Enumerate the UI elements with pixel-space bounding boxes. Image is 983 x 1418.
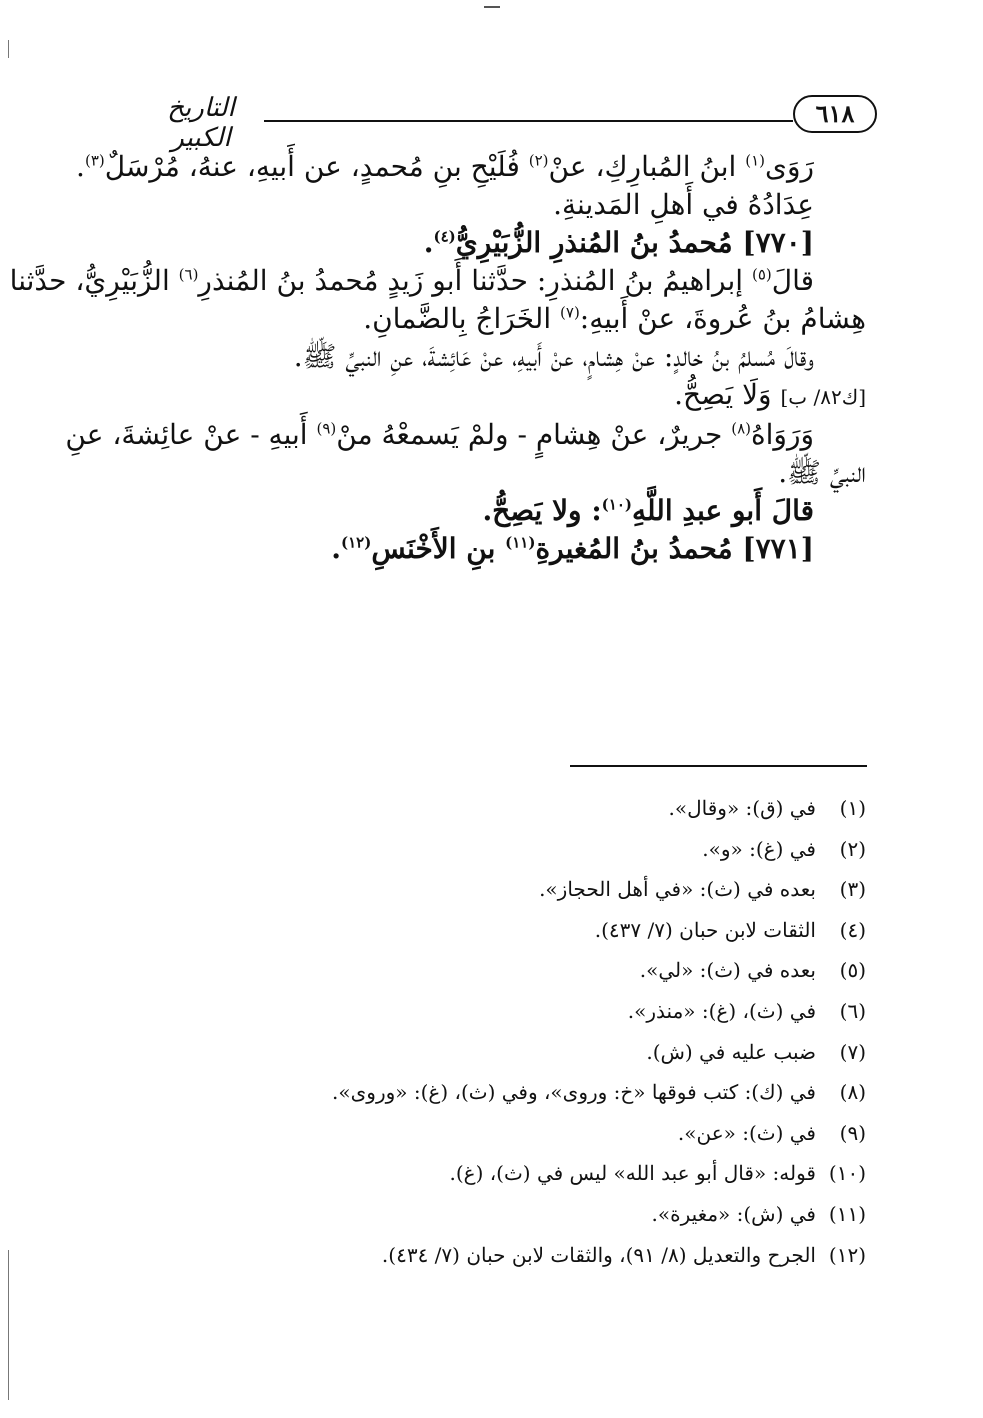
footnote-ref[interactable]: (٣) bbox=[84, 151, 105, 170]
footnote-number: (٣) bbox=[839, 877, 866, 902]
footnote bbox=[300, 950, 866, 991]
footnote-text: بعده في (ث): «لي». bbox=[639, 958, 816, 983]
footnote-number: (١٠) bbox=[828, 1161, 866, 1186]
footnote-number: (١) bbox=[839, 796, 866, 820]
footnote-number: (٤) bbox=[839, 917, 866, 942]
footnote-text: الجرح والتعديل (٨/ ٩١)، والثقات لابن حبان (٧/ ٤٣٤). bbox=[381, 1242, 816, 1267]
footnote bbox=[300, 1194, 866, 1235]
footnote-ref[interactable]: (٥) bbox=[751, 265, 772, 284]
text-line: قالَ أَبو عبدِ اللَّهِ$^{(١٠)}$: ولا يَصِحُّ. bbox=[482, 494, 814, 527]
footnote-ref[interactable]: (١١) bbox=[505, 533, 536, 552]
footnote-text: بعده في (ث): «في أهل الحجاز». bbox=[539, 877, 816, 902]
footnote-number: (١٢) bbox=[828, 1242, 866, 1267]
footnote-number: (١١) bbox=[828, 1201, 866, 1226]
footnote-number: (٦) bbox=[839, 998, 866, 1023]
footnote bbox=[300, 1032, 866, 1073]
manuscript-marker: [ك٨٢/ ب] bbox=[780, 385, 866, 409]
footnote-text: في (ك): كتب فوقها «خ: وروى»، وفي (ث)، (غ): «وروى». bbox=[332, 1080, 816, 1105]
footnote-ref[interactable]: (٤) bbox=[433, 227, 456, 246]
footnote-rule bbox=[570, 765, 867, 767]
footnote-ref[interactable]: (٦) bbox=[178, 265, 199, 284]
footnote-text: في (ث)، (غ): «منذر». bbox=[627, 998, 816, 1023]
footnote bbox=[300, 788, 866, 829]
text-line: رَوَى$^{(١)}$ ابنُ المُبارِكِ، عنْ$^{(٢)}$ فُلَيْحِ بنِ مُحمدٍ، عن أَبيهِ، عنهُ، مُرْسَلٌ$^{(٣)}$. bbox=[76, 150, 814, 183]
page-number: ٦١٨ bbox=[793, 95, 877, 133]
footnote-text: الثقات لابن حبان (٧/ ٤٣٧). bbox=[594, 917, 816, 942]
footnote bbox=[300, 869, 866, 910]
top-mark bbox=[484, 6, 500, 8]
text-line: [ك٨٢/ ب] وَلَا يَصِحُّ. bbox=[674, 378, 866, 411]
footnote-ref[interactable]: (١٢) bbox=[340, 533, 372, 552]
footnote-ref[interactable]: (٢) bbox=[528, 151, 549, 170]
main-text bbox=[9, 148, 866, 568]
footnotes bbox=[300, 788, 866, 1275]
footnote bbox=[300, 1113, 866, 1154]
footnote bbox=[300, 1072, 866, 1113]
footnote-ref[interactable]: (٩) bbox=[316, 419, 337, 438]
footnote-number: (٩) bbox=[839, 1120, 866, 1145]
footnote-number: (٨) bbox=[839, 1080, 866, 1105]
footnote-number: (٢) bbox=[839, 836, 866, 861]
footnote-text: ضبب عليه في (ش). bbox=[646, 1039, 816, 1064]
footnote-ref[interactable]: (١) bbox=[745, 151, 766, 170]
entry-heading-771: [٧٧١] مُحمدُ بنُ المُغيرةِ$^{(١١)}$ بنِ الأَخْنَسِ$^{(١٢)}$. bbox=[331, 532, 814, 565]
entry-heading-770: [٧٧٠] مُحمدُ بنُ المُنذرِ الزُّبَيْرِيُّ$^{(٤)}$. bbox=[423, 226, 814, 259]
footnote-ref[interactable]: (٨) bbox=[731, 419, 751, 438]
footnote bbox=[300, 1235, 866, 1276]
footnote-text: في (ش): «مغيرة». bbox=[651, 1201, 816, 1226]
edge-tick bbox=[8, 1250, 9, 1400]
text-line: عِدَادُهُ في أَهلِ المَدينةِ. bbox=[553, 188, 814, 221]
text-line: قالَ$^{(٥)}$ إبراهيمُ بنُ المُنذرِ: حدَّثنا أَبو زَيدٍ مُحمدُ بنُ المُنذرِ$^{(٦)}$ الزُّبَيْرِيُّ، حدَّثنا bbox=[9, 264, 814, 297]
text-line: النبيِّ ﷺ. bbox=[778, 456, 866, 489]
book-title: التاريخ الكبير bbox=[167, 93, 235, 153]
running-header bbox=[142, 93, 877, 153]
footnote bbox=[300, 991, 866, 1032]
text-line: وَرَوَاهُ$^{(٨)}$ جريرٌ، عنْ هِشامٍ - ولمْ يَسمعْهُ منْ$^{(٩)}$ أَبيهِ - عنْ عائِشةَ، عنِ bbox=[65, 418, 814, 451]
footnote bbox=[300, 829, 866, 870]
footnote-text: قوله: «قال أبو عبد الله» ليس في (ث)، (غ). bbox=[449, 1161, 816, 1186]
text-line: هِشامُ بنُ عُروةَ، عنْ أَبيهِ:$^{(٧)}$ الخَرَاجُ بِالضَّمانِ. bbox=[363, 302, 866, 335]
footnote-text: في (ث): «عن». bbox=[677, 1120, 816, 1145]
footnote-text: في (ق): «وقال». bbox=[668, 796, 816, 820]
footnote-number: (٧) bbox=[839, 1039, 866, 1064]
edge-tick bbox=[8, 40, 9, 58]
footnote bbox=[300, 1153, 866, 1194]
footnote-text: في (غ): «و». bbox=[702, 836, 816, 861]
header-rule bbox=[264, 120, 793, 122]
footnote-ref[interactable]: (٧) bbox=[560, 303, 580, 322]
footnote-ref[interactable]: (١٠) bbox=[601, 495, 632, 514]
text-line: وقالَ مُسلمُ بنُ خالدٍ: عنْ هِشامٍ، عنْ أَبيهِ، عنْ عَائِشةَ، عنِ النبيِّ ﷺ. bbox=[293, 340, 814, 373]
footnote-number: (٥) bbox=[839, 958, 866, 983]
footnote bbox=[300, 910, 866, 951]
